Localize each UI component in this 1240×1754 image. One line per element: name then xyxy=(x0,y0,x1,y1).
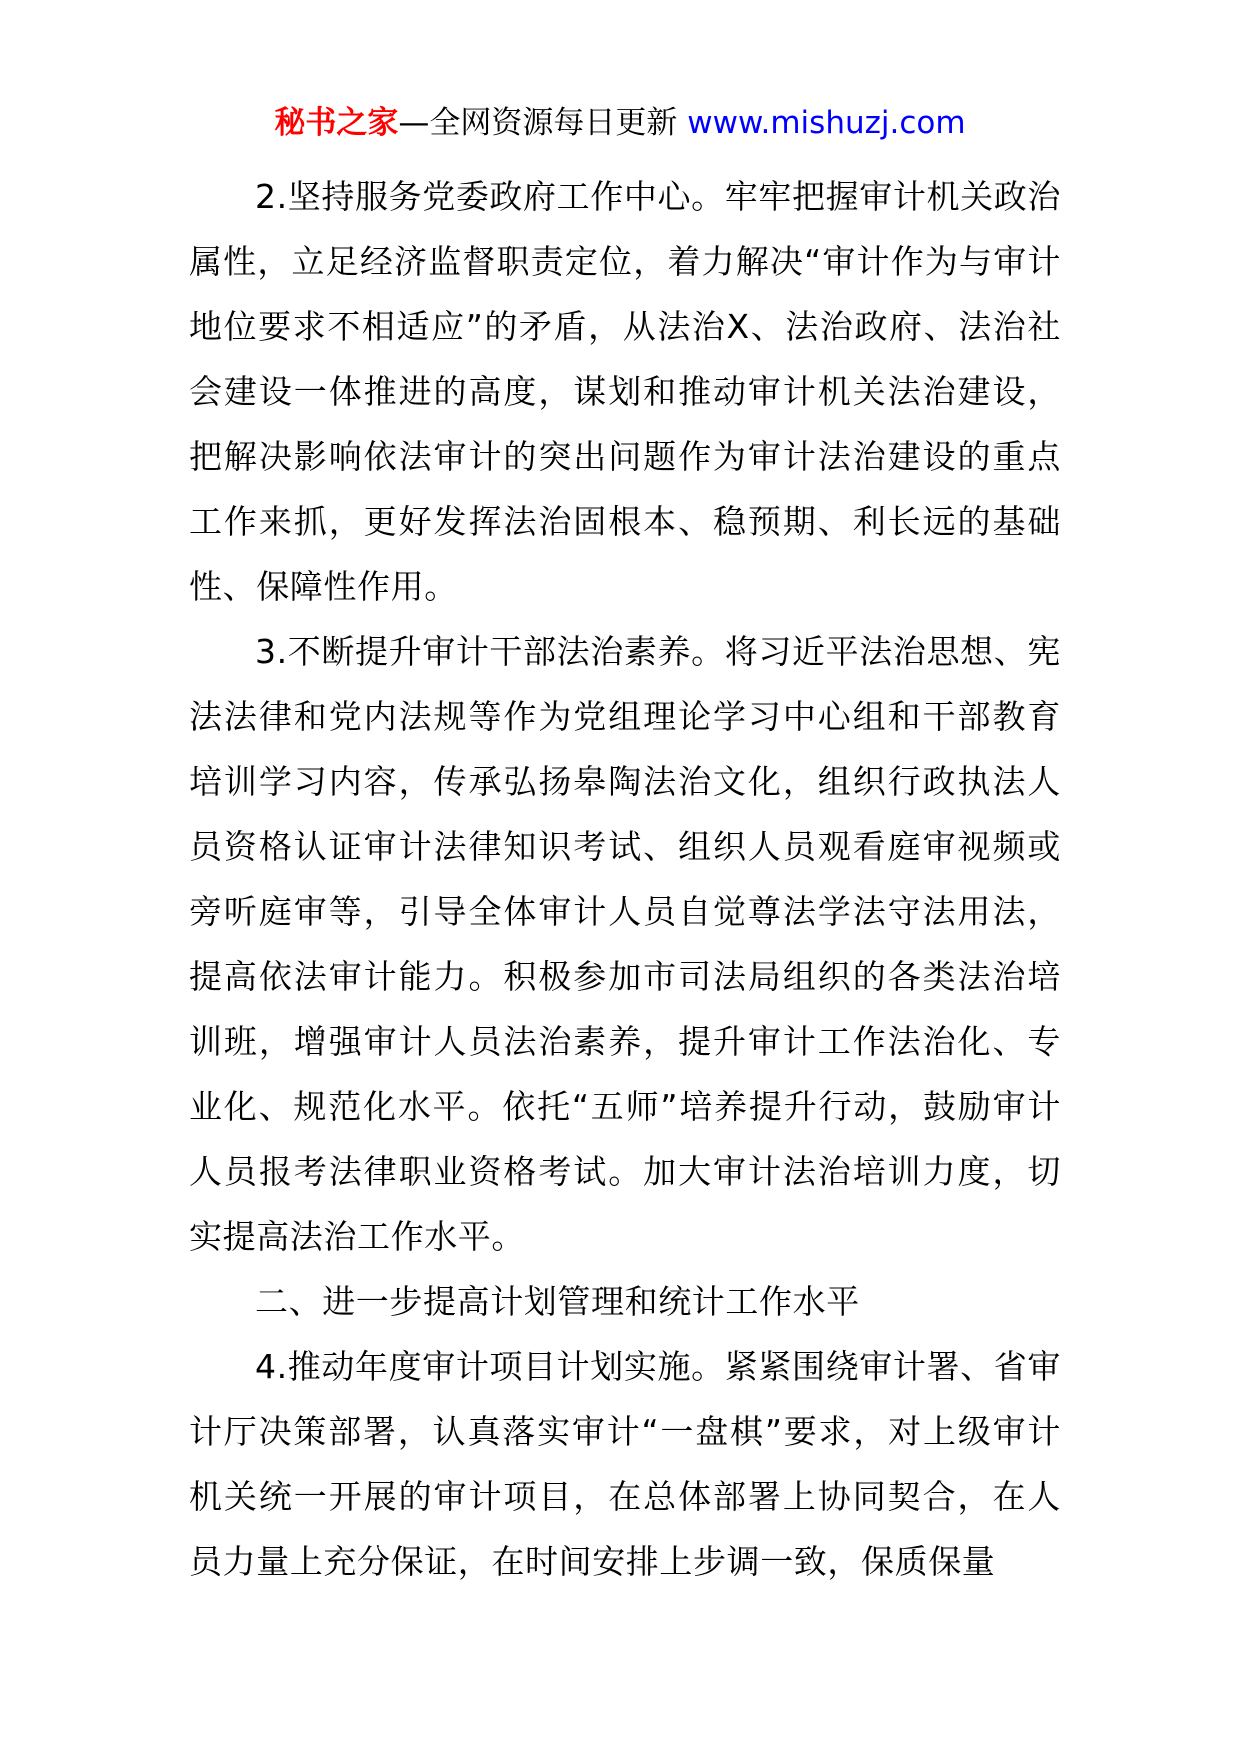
paragraph-item-4: 4.推动年度审计项目计划实施。紧紧围绕审计署、省审计厅决策部署，认真落实审计“一盘棋”要求，对上级审计机关统一开展的审计项目，在总体部署上协同契合，在人员力量上充分保证，在时间安排上步调一致，保质保量 xyxy=(189,1347,1061,1581)
header-url-link[interactable]: www.mishuzj.com xyxy=(687,105,966,141)
brand-name: 秘书之家 xyxy=(274,105,399,141)
header-tagline: —全网资源每日更新 xyxy=(398,105,678,141)
section-heading: 二、进一步提高计划管理和统计工作水平 xyxy=(255,1282,860,1321)
paragraph-item-2: 2.坚持服务党委政府工作中心。牢牢把握审计机关政治属性，立足经济监督职责定位，着力解决“审计作为与审计地位要求不相适应”的矛盾，从法治X、法治政府、法治社会建设一体推进的高度，谋划和推动审计机关法治建设，把解决影响依法审计的突出问题作为审计法治建设的重点工作来抓，更好发挥法治固根本、稳预期、利长远的基础性、保障性作用。 xyxy=(189,177,1061,606)
page-header xyxy=(0,100,1240,146)
paragraph-item-3: 3.不断提升审计干部法治素养。将习近平法治思想、宪法法律和党内法规等作为党组理论学习中心组和干部教育培训学习内容，传承弘扬皋陶法治文化，组织行政执法人员资格认证审计法律知识考试、组织人员观看庭审视频或旁听庭审等，引导全体审计人员自觉尊法学法守法用法，提高依法审计能力。积极参加市司法局组织的各类法治培训班，增强审计人员法治素养，提升审计工作法治化、专业化、规范化水平。依托“五师”培养提升行动，鼓励审计人员报考法律职业资格考试。加大审计法治培训力度，切实提高法治工作水平。 xyxy=(189,632,1061,1256)
document-body xyxy=(189,164,1061,1594)
